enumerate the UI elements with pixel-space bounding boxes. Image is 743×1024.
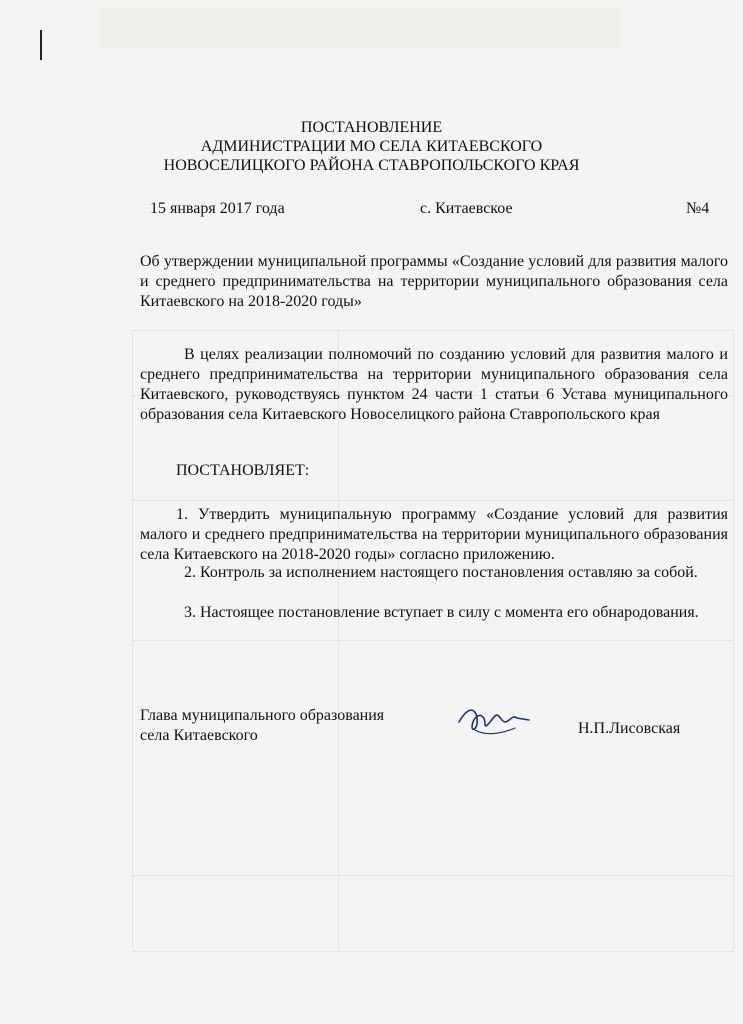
issuer-region-line: НОВОСЕЛИЦКОГО РАЙОНА СТАВРОПОЛЬСКОГО КРАЯ bbox=[163, 157, 580, 174]
reverse-side-table-ghost bbox=[132, 875, 732, 876]
decree-item-2: 2. Контроль за исполнением настоящего постановления оставляю за собой. bbox=[184, 564, 698, 581]
issuer-line: АДМИНИСТРАЦИИ МО СЕЛА КИТАЕВСКОГО bbox=[200, 138, 543, 155]
document-title: ПОСТАНОВЛЕНИЕ bbox=[300, 119, 443, 136]
preamble-paragraph: В целях реализации полномочий по созданию условий для развития малого и среднего предпринимательства на территории муниципального образования села Китаевского, руководствуясь пунктом 24 части 1 статьи 6 Устава муниципального образования села Китаевского Новоселицкого района Ставропольского края bbox=[140, 346, 728, 423]
reverse-side-table-ghost bbox=[132, 500, 732, 501]
document-date: 15 января 2017 года bbox=[150, 200, 285, 217]
signatory-position bbox=[140, 706, 384, 746]
signatory-position-line-2: села Китаевского bbox=[140, 727, 258, 744]
scan-margin-mark bbox=[40, 30, 42, 60]
decree-item-3: 3. Настоящее постановление вступает в силу с момента его обнародования. bbox=[184, 604, 699, 621]
document-subject: Об утверждении муниципальной программы «Создание условий для развития малого и среднего предпринимательства на территории муниципального образования села Китаевского на 2018-2020 годы» bbox=[140, 253, 728, 310]
signatory-name: Н.П.Лисовская bbox=[578, 720, 681, 737]
document-place: с. Китаевское bbox=[420, 200, 513, 217]
signatory-position-line-1: Глава муниципального образования bbox=[140, 707, 385, 724]
decree-heading: ПОСТАНОВЛЯЕТ: bbox=[176, 462, 310, 479]
handwritten-signature bbox=[455, 700, 535, 740]
reverse-side-table-ghost bbox=[132, 640, 732, 641]
decree-item-1: 1. Утвердить муниципальную программу «Создание условий для развития малого и среднего предпринимательства на территории муниципального образования села Китаевского на 2018-2020 годы» согласно приложению. bbox=[140, 506, 728, 563]
document-number: №4 bbox=[686, 200, 710, 217]
scan-artifact bbox=[100, 8, 620, 48]
